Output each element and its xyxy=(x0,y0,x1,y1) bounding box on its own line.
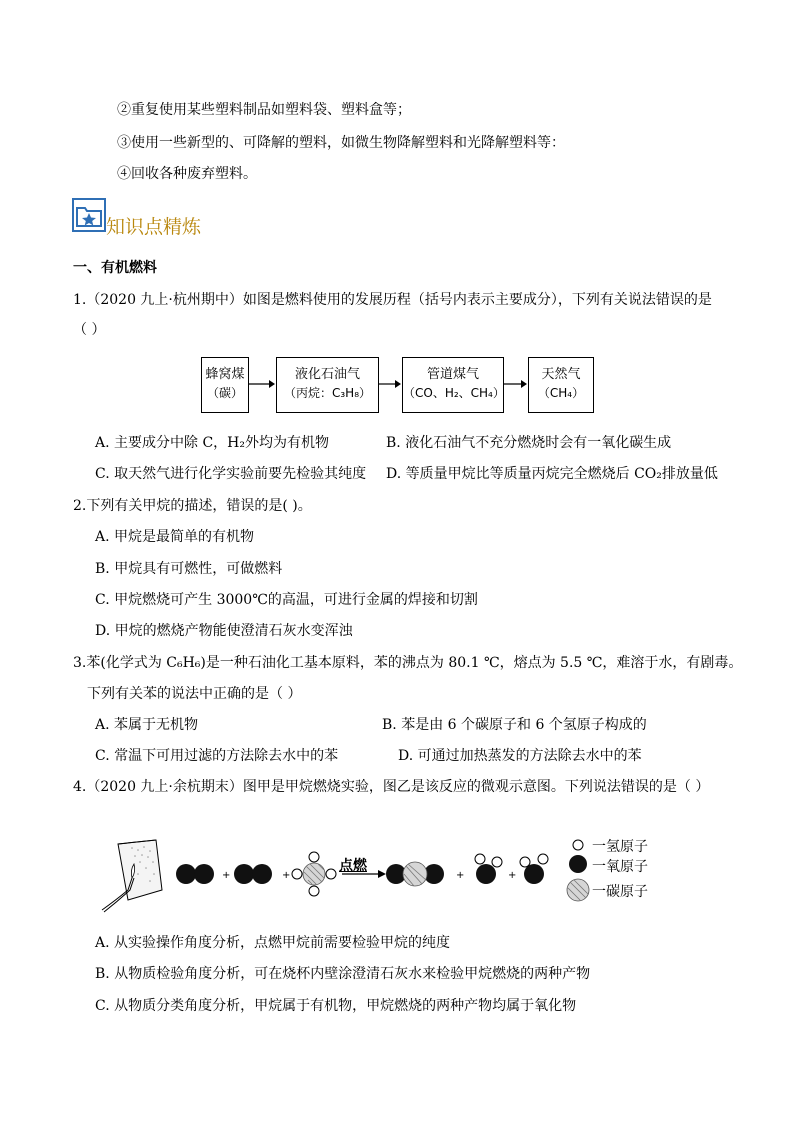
flow-box-4-name: 天然气 xyxy=(541,367,581,382)
q1-option-a: A. 主要成分中除 C，H₂外均为有机物 xyxy=(95,435,329,451)
folder-star-icon xyxy=(72,198,106,232)
q2-stem: 2.下列有关甲烷的描述，错误的是( )。 xyxy=(73,498,312,514)
carbon-dioxide-molecule xyxy=(386,862,444,886)
intro-item-3: ③使用一些新型的、可降解的塑料，如微生物降解塑料和光降解塑料等： xyxy=(117,135,565,151)
q1-paren: （ ） xyxy=(73,322,106,338)
flow-box-4-comp: （CH₄） xyxy=(537,386,585,400)
methane-molecule xyxy=(292,852,336,896)
legend-carbon-label: 一碳原子 xyxy=(592,884,648,900)
q1-option-c: C. 取天然气进行化学实验前要先检验其纯度 xyxy=(95,466,367,482)
q3-stem-line-1: 3.苯(化学式为 C₆H₆)是一种石油化工基本原料，苯的沸点为 80.1 ℃，熔点为 5.5 ℃，难溶于水，有剧毒。 xyxy=(73,655,743,671)
oxygen-atom xyxy=(176,864,196,884)
methane-combustion-diagram xyxy=(98,826,658,916)
legend-oxygen-symbol xyxy=(569,855,587,873)
flow-box-3-comp: （CO、H₂、CH₄） xyxy=(403,386,505,400)
q2-option-a: A. 甲烷是最简单的有机物 xyxy=(95,529,255,545)
q1-stem: 1.（2020 九上·杭州期中）如图是燃料使用的发展历程（括号内表示主要成分），下列有关说法错误的是 xyxy=(73,292,712,308)
q4-option-c: C. 从物质分类角度分析，甲烷属于有机物，甲烷燃烧的两种产物均属于氧化物 xyxy=(95,998,577,1014)
q3-option-a: A. 苯属于无机物 xyxy=(95,717,199,733)
q4-stem: 4.（2020 九上·余杭期末）图甲是甲烷燃烧实验，图乙是该反应的微观示意图。下列说法错误的是（ ） xyxy=(73,779,710,795)
q4-option-a: A. 从实验操作角度分析，点燃甲烷前需要检验甲烷的纯度 xyxy=(95,935,451,951)
flow-box-2-name: 液化石油气 xyxy=(294,367,360,382)
arrow-right-icon xyxy=(377,376,403,392)
svg-text:+: + xyxy=(282,870,291,881)
svg-text:+: + xyxy=(456,870,465,881)
q3-option-d: D. 可通过加热蒸发的方法除去水中的苯 xyxy=(398,748,642,764)
arrow-right-icon xyxy=(247,376,277,392)
section-banner-title: 知识点精炼 xyxy=(106,216,202,238)
q3-stem-line-2: 下列有关苯的说法中正确的是（ ） xyxy=(87,686,302,702)
flow-box-2-comp: （丙烷：C₃H₈） xyxy=(283,386,372,400)
water-molecule xyxy=(475,854,502,884)
flow-box-3 xyxy=(402,357,504,413)
intro-item-2: ②重复使用某些塑料制品如塑料袋、塑料盒等； xyxy=(117,102,411,118)
flow-box-1 xyxy=(201,357,249,413)
svg-text:+: + xyxy=(222,870,231,881)
beaker-icon xyxy=(102,840,162,912)
q2-option-b: B. 甲烷具有可燃性，可做燃料 xyxy=(95,561,283,577)
q3-option-b: B. 苯是由 6 个碳原子和 6 个氢原子构成的 xyxy=(382,717,647,733)
q3-option-c: C. 常温下可用过滤的方法除去水中的苯 xyxy=(95,748,339,764)
q4-option-b: B. 从物质检验角度分析，可在烧杯内壁涂澄清石灰水来检验甲烷燃烧的两种产物 xyxy=(95,966,591,982)
q2-option-d: D. 甲烷的燃烧产物能使澄清石灰水变浑浊 xyxy=(95,623,353,639)
flow-box-1-comp: （碳） xyxy=(206,386,243,400)
oxygen-atom xyxy=(234,864,254,884)
arrow-right-icon xyxy=(502,376,529,392)
water-molecule xyxy=(520,854,548,884)
oxygen-atom xyxy=(252,864,272,884)
legend-oxygen-label: 一氧原子 xyxy=(592,859,648,875)
flow-box-1-name: 蜂窝煤 xyxy=(205,367,245,382)
flow-box-4 xyxy=(528,357,594,413)
q2-option-c: C. 甲烷燃烧可产生 3000℃的高温，可进行金属的焊接和切割 xyxy=(95,592,478,608)
reaction-condition-label: 点燃 xyxy=(339,858,367,874)
svg-text:+: + xyxy=(508,870,517,881)
intro-item-4: ④回收各种废弃塑料。 xyxy=(117,166,257,182)
q1-option-b: B. 液化石油气不充分燃烧时会有一氧化碳生成 xyxy=(386,435,672,451)
legend-hydrogen-symbol xyxy=(573,840,583,850)
legend-hydrogen-label: 一氢原子 xyxy=(592,839,648,855)
q1-option-d: D. 等质量甲烷比等质量丙烷完全燃烧后 CO₂排放量低 xyxy=(386,466,718,482)
flow-box-2 xyxy=(276,357,379,413)
section-heading: 一、有机燃料 xyxy=(73,260,157,276)
flow-box-3-name: 管道煤气 xyxy=(426,367,479,382)
oxygen-atom xyxy=(194,864,214,884)
